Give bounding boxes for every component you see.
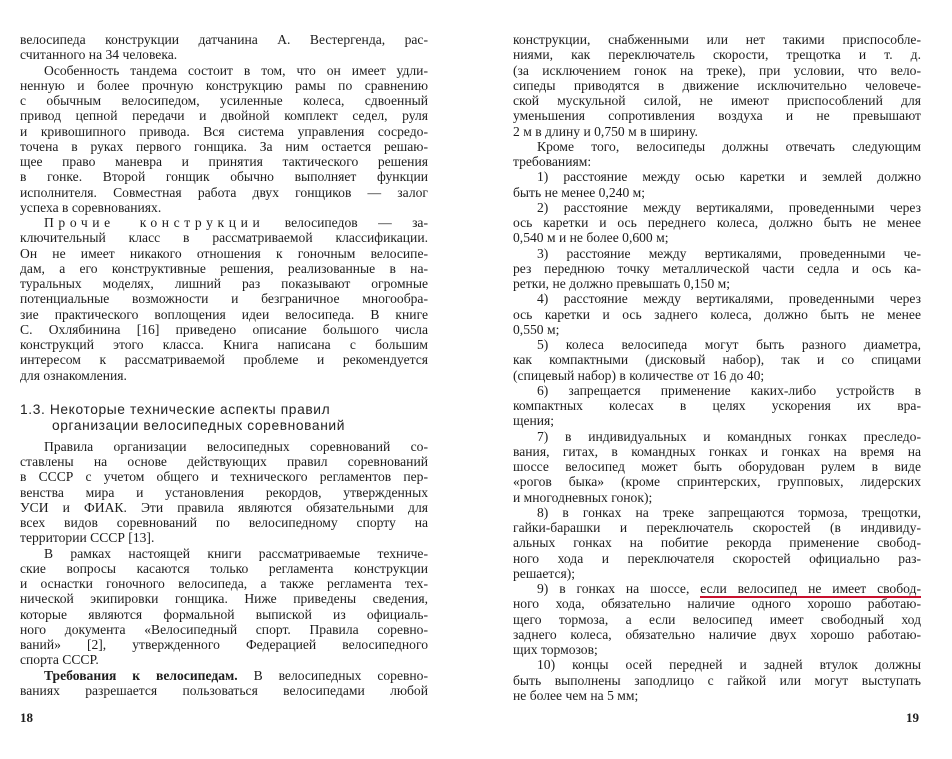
text-line: всех видов соревнований по велосипедному спорту на (20, 515, 428, 530)
text-line: спорта СССР. (20, 652, 99, 668)
text-line: 8) в гонках на треке запрещаются тормоза, трещотки, (537, 504, 921, 520)
text-line (20, 668, 428, 683)
text-line: ного хода, обязательно наличие одного хорошо работаю- (513, 596, 921, 612)
text-line: компактных колесах в целях ускорения их вра- (513, 398, 921, 413)
text-line: успеха в соревнованиях. (20, 199, 162, 215)
paragraph (20, 63, 428, 216)
text-line: быть не менее 0,240 м; (513, 184, 646, 200)
text-line: в СССР с учетом общего и технического регламентов пер- (20, 469, 428, 485)
text-line: потенциальные возможности и безграничное многообра- (20, 291, 428, 307)
text-line: интересом к рассматриваемой проблеме и рекомендуется (20, 352, 428, 368)
text-line: ниями, как переключатель скорости, трещотка и т. д. (513, 47, 921, 63)
text-line: щего тормоза, а если велосипед имеет свободный ход (513, 611, 921, 627)
paragraph (20, 439, 428, 546)
paragraph (513, 139, 921, 170)
paragraph (513, 337, 921, 383)
text-line: уменьшения сопротивления воздуха и не превышают (513, 108, 921, 124)
text-line: считанного на 34 человека. (20, 47, 178, 63)
section-heading (20, 402, 428, 434)
paragraph (513, 383, 921, 429)
text-line: ось каретки и ось переднего колеса, должно быть не менее (513, 215, 921, 230)
text-line: не более чем на 5 мм; (513, 687, 639, 703)
text-line: 7) в индивидуальных и командных гонках преследо- (537, 428, 921, 444)
text-line: Правила организации велосипедных соревнований со- (44, 438, 428, 454)
text-line: нической экипировки гонщика. Ниже приведены сведения, (20, 591, 428, 607)
text-line: ваниях разрешается пользоваться велосипедами любой (20, 682, 428, 698)
text-line: как компактными (дисковый набор), так и со спицами (513, 352, 921, 368)
text-line: точена в руках первого гонщика. За ним остается решаю- (20, 138, 428, 154)
paragraph (513, 657, 921, 703)
right-page (513, 32, 921, 703)
text-line: ного документа «Велосипедный спорт. Правила соревно- (20, 621, 428, 637)
text-line: 10) концы осей передней и задней втулок должны (537, 657, 921, 673)
text-line: велосипеда конструкции датчанина А. Вестергенда, рас- (20, 32, 428, 47)
text-line: которые являются формальной выпиской из официаль- (20, 606, 428, 622)
text-line: и оснастки гоночного велосипеда, а также регламента тех- (20, 576, 428, 591)
text-line: и кривошипного привода. Вся система управления сосредо- (20, 123, 428, 139)
paragraph (513, 169, 921, 200)
text-line: 6) запрещается применение каких-либо устройств в (537, 382, 921, 398)
text-line: рез переднюю точку металлической части седла и ось ка- (513, 260, 921, 276)
paragraph (20, 668, 428, 699)
text-line: 2) расстояние между вертикалями, проведенными через (537, 199, 921, 215)
left-page (20, 32, 428, 698)
text-line: ставлены на основе действующих правил соревнований (20, 454, 428, 469)
bold-run-in-heading: Требования к велосипедам. (44, 667, 238, 683)
paragraph (513, 291, 921, 337)
text-line: исполнителя. Совместная работа двух гонщиков — залог (20, 184, 428, 200)
underlined-text: если велосипед не имеет свобод- (700, 581, 921, 596)
page-number-left: 18 (20, 710, 33, 725)
text-line: организации велосипедных соревнований (52, 417, 346, 433)
text-line: щения; (513, 413, 555, 429)
text-line: ские вопросы касаются только регламента конструкции (20, 560, 428, 576)
text-line: Особенность тандема состоит в том, что он имеет удли- (44, 62, 428, 78)
text-line: Кроме того, велосипеды должны отвечать следующим (537, 138, 921, 154)
text-line: зие практического воплощения идеи велосипеда. В книге (20, 306, 428, 322)
text-line: ненную и более прочную конструкцию рамы по сравнению (20, 77, 428, 93)
text-line: С. Охлябинина [16] приведено описание большого числа (20, 321, 428, 337)
text-line: (за исключением гонок на треке), при условии, что вело- (513, 62, 921, 78)
paragraph (513, 32, 921, 139)
text-segment: велосипедов — за- (264, 215, 428, 230)
paragraph (513, 505, 921, 581)
text-line: 3) расстояние между вертикалями, проведенными че- (537, 245, 921, 261)
text-line: сипеды приводятся в движение исключительно человече- (513, 77, 921, 93)
text-segment: В велосипедных соревно- (237, 667, 429, 683)
text-line: в гонке. Второй гонщик обычно выполняет функции (20, 169, 428, 185)
text-line: вания, гитах, в командных гонках и гонках на время на (513, 443, 921, 459)
text-line: гайки-барашки и переключатель скоростей (в индивиду- (513, 520, 921, 535)
text-line: ской мускульной силой, не имеют приспособлений для (513, 93, 921, 108)
paragraph (20, 215, 428, 383)
text-line: и многодневных гонок); (513, 489, 653, 505)
text-line: 2 м в длину и 0,750 м в ширину. (513, 123, 698, 139)
text-segment: 9) в гонках на шоссе, (537, 581, 701, 596)
text-line (513, 581, 921, 596)
text-line: быть выполнены заподлицо с гайкой или могут выступать (513, 672, 921, 688)
text-line: ного хода и переключателя скоростей официально раз- (513, 550, 921, 566)
text-line: щее право маневра и принятия тактического решения (20, 154, 428, 169)
text-line: 5) колеса велосипеда могут быть разного диаметра, (537, 337, 921, 352)
text-line (20, 215, 428, 230)
text-line: 0,540 м и не более 0,600 м; (513, 230, 669, 246)
text-line: УСИ и ФИАК. Эти правила являются обязательными для (20, 499, 428, 515)
text-line: заднего колеса, обязательно наличие двух хорошо работаю- (513, 626, 921, 642)
paragraph (513, 246, 921, 292)
text-line: ключительный класс в рассматриваемой классификации. (20, 230, 428, 246)
text-line: шоссе велосипед может быть оборудован рулем в виде (513, 459, 921, 474)
text-line: Он не имеет никакого отношения к гоночным велосипе- (20, 245, 428, 261)
text-line: привод цепной передачи и двойной комплект седел, руля (20, 108, 428, 124)
text-line: 1.3. Некоторые технические аспекты правил (20, 401, 331, 417)
text-line: 1) расстояние между осью каретки и землей должно (537, 169, 921, 185)
text-line: решается); (513, 565, 576, 581)
text-line: венства мира и установления рекордов, утвержденных (20, 484, 428, 500)
text-line: конструкции, снабженными или нет такими приспособле- (513, 32, 921, 47)
text-line: альных гонках на побитие рекорда применение свобод- (513, 535, 921, 551)
text-line: ось каретки и ось заднего колеса, должно быть не менее (513, 306, 921, 322)
text-line: территории СССР [13]. (20, 530, 155, 546)
text-line: щих тормозов; (513, 642, 598, 657)
text-line: 0,550 м; (513, 321, 560, 337)
text-line: 4) расстояние между вертикалями, проведенными через (537, 291, 921, 307)
text-line: «рогов быка» (кроме спринтерских, групповых, лидерских (513, 474, 921, 490)
spaced-emphasis: Прочие конструкции (44, 215, 265, 230)
text-line: дам, а его конструктивные решения, реализованные в на- (20, 260, 428, 276)
page-number-right: 19 (906, 710, 919, 725)
text-line: ретки, не должно превышать 0,150 м; (513, 276, 731, 291)
paragraph (513, 581, 921, 657)
text-line: В рамках настоящей книги рассматриваемые техниче- (44, 545, 428, 561)
paragraph (513, 200, 921, 246)
text-line: туральных моделях, лишний раз показывают огромные (20, 276, 428, 291)
paragraph (20, 546, 428, 668)
text-line: для ознакомления. (20, 367, 127, 383)
text-line: требованиям: (513, 154, 592, 169)
text-line: конструкций этого класса. Книга написана с большим (20, 337, 428, 352)
paragraph (20, 32, 428, 63)
text-line: ваний» [2], утвержденного Федерацией велосипедного (20, 637, 428, 652)
text-line: (спицевый набор) в количестве от 16 до 40; (513, 367, 765, 383)
text-line: с обычным велосипедом, усиленные колеса, сдвоенный (20, 93, 428, 108)
paragraph (513, 429, 921, 505)
